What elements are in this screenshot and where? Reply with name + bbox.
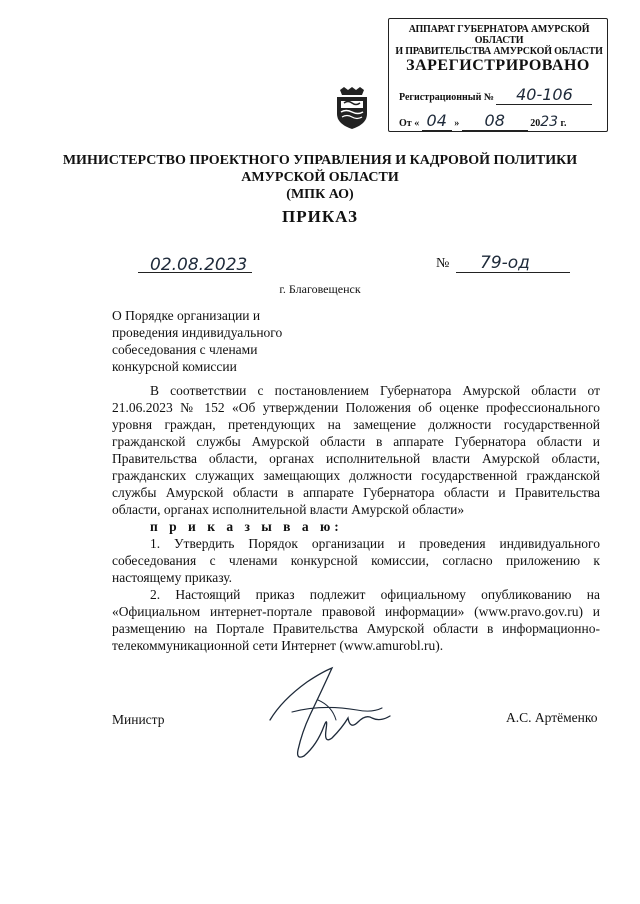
order-date: 02.08.2023 [150,255,248,275]
stamp-date [399,111,566,131]
stamp-reg-label: Регистрационный № [399,92,494,103]
stamp-reg-number: 40-106 [496,85,592,105]
number-underline [456,272,570,273]
ministry-header [0,152,640,203]
order-body [112,382,600,654]
order-item-2: 2. Настоящий приказ подлежит официальному опубликованию на «Официальном интернет-портале правовой информации» (www.pravo.gov.ru) и размещению на Портале Правительства Амурской области в информационно-телекоммуникационной сети Интернет (www.amurobl.ru). [112,587,600,653]
order-directive: п р и к а з ы в а ю: [150,519,343,534]
stamp-date-suffix: г. [560,118,567,129]
stamp-registration-number [399,85,592,105]
city-name: г. Благовещенск [279,282,361,296]
stamp-title: ЗАРЕГИСТРИРОВАНО [406,57,590,74]
signatory-position: Министр [112,712,165,727]
signatory-name: А.С. Артёменко [506,710,598,725]
subject-line4: конкурсной комиссии [112,359,237,374]
date-underline [138,272,252,273]
subject-line2: проведения индивидуального [112,325,283,340]
stamp-date-mid: » [454,118,460,129]
subject-line3: собеседования с членами [112,342,258,357]
ministry-abbreviation: (МПК АО) [286,187,354,202]
amur-region-emblem-icon [332,86,372,130]
document-type-title: ПРИКАЗ [282,207,358,226]
stamp-org-line1: АППАРАТ ГУБЕРНАТОРА АМУРСКОЙ ОБЛАСТИ [408,24,590,46]
order-number-label: № [436,256,450,271]
ministry-name-line2: АМУРСКОЙ ОБЛАСТИ [241,170,399,185]
stamp-date-year: 23 [540,114,559,130]
stamp-date-day: 04 [422,111,452,131]
stamp-date-year-prefix: 20 [530,118,541,129]
stamp-org-line2: И ПРАВИТЕЛЬСТВА АМУРСКОЙ ОБЛАСТИ [395,46,603,57]
order-item-1: 1. Утвердить Порядок организации и проведения индивидуального собеседования с членами конкурсной комиссии, согласно приложению к настоящему приказу. [112,536,600,585]
stamp-date-prefix: От « [399,118,420,129]
preamble-paragraph: В соответствии с постановлением Губернатора Амурской области от 21.06.2023 № 152 «Об утверждении Положения об оценке профессионального уровня граждан, претендующих на замещение должности государственной гражданской службы Амурской области в аппарате Губернатора области и Правительства области, органах исполнительной власти Амурской области, гражданских служащих замещающих должности государственной гражданской службы Амурской области в аппарате Губернатора области и Правительства области, органах исполнительной власти Амурской области» [112,383,600,517]
order-subject [112,307,372,375]
subject-line1: О Порядке организации и [112,308,261,323]
stamp-date-month: 08 [462,111,528,131]
order-number: 79-од [480,253,530,273]
handwritten-signature-icon [262,660,412,768]
stamp-organization [395,24,603,57]
ministry-name-line1: МИНИСТЕРСТВО ПРОЕКТНОГО УПРАВЛЕНИЯ И КАДРОВОЙ ПОЛИТИКИ [62,153,578,168]
registration-stamp [388,18,608,132]
